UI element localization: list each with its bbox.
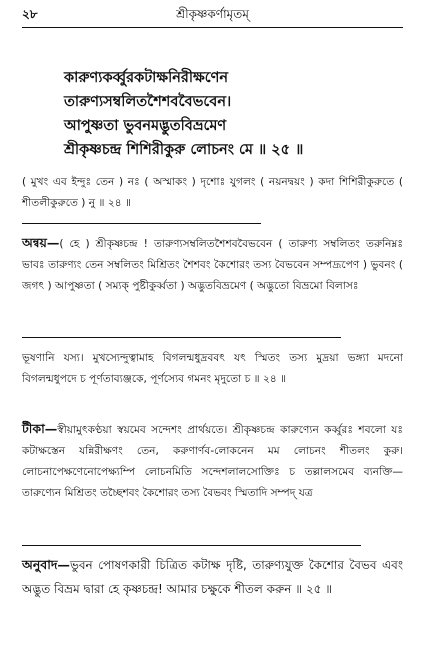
anubad-section bbox=[22, 553, 403, 601]
tika-label: টীকা— bbox=[22, 421, 58, 436]
verse-line-4: শ্রীকৃষ্ণচন্দ্র শিশিরীকুরু লোচনং মে ॥ ২৫ ॥ bbox=[64, 142, 304, 158]
page-header bbox=[22, 6, 403, 24]
verse-line-2: তারুণ্যসম্বলিতশৈশববৈভবেন। bbox=[64, 94, 232, 110]
verse-line-1: কারুণ্যকর্ব্বুরকটাক্ষনিরীক্ষণেন bbox=[64, 70, 228, 86]
header-rule bbox=[22, 27, 403, 28]
section-rule-2 bbox=[22, 337, 341, 338]
running-title: শ্রীকৃষ্ণকর্ণামৃতম্ bbox=[176, 7, 249, 21]
anvaya-section bbox=[22, 232, 403, 297]
anubad-text: ভুবন পোষণকারী চিত্রিত কটাক্ষ দৃষ্টি, তারুণ্যযুক্ত কৈশোর বৈভব এবং অদ্ভুত বিভ্রম দ্বারা হে কৃষ্ণচন্দ্র! আমার চক্ষুকে শীতল করুন ॥ ২৫ ॥ bbox=[22, 558, 403, 596]
anvaya-text: ( হে ) শ্রীকৃষ্ণচন্দ্র ! তারুণ্যসম্বলিতশৈশববৈভবেন ( তারুণ্য সম্বলিতং তরুনিম্নঃ ভাবঃ তারুণ্যং তেন সম্বলিতং মিশ্রিতং শৈশবং কৈশোরং তস্য বৈভবেন সম্পদ্রূপেণ ) ভুবনং ( জগৎ ) আপুষ্ণতা ( সম্যক্ পুষ্টীকুর্ব্বতা ) অদ্ভুতবিভ্রমেণ ( অদ্ভুতো বিভ্রমো বিলাসঃ bbox=[22, 238, 403, 292]
tika-section bbox=[22, 418, 403, 504]
continuation-section bbox=[22, 348, 403, 390]
anvaya-paragraph bbox=[22, 232, 403, 297]
tika-text: স্বীয়ামুৎকণ্ঠয়া স্বয়মেব সন্দেশং প্রার্থয়তে। শ্রীকৃষ্ণচন্দ্র কারুণ্যেন কর্ব্বুরঃ শবলো যঃ কটাক্ষস্তেন যন্নিরীক্ষণং তেন, করুণার্ণব-লোকনেন মম লোচনং শীতলং কুরু। লোচনাপেক্ষণেনোপেক্ষ্যম্পি লোচনমিতি সন্দেশলালসোক্তিঃ চ তল্লালসমেব ব্যনক্তি—তারুণ্যেন মিশ্রিতং তচ্ছৈশবং কৈশোরং তস্য বৈভবং স্মিতাদি সম্পদ্ যত্র bbox=[22, 424, 403, 499]
previous-commentary bbox=[22, 172, 403, 214]
anubad-paragraph bbox=[22, 553, 403, 601]
section-rule-1 bbox=[22, 223, 261, 224]
continuation-text: ভূষণানি যস্য। মুখস্যেন্দুত্বামাহ বিগলন্মধুদ্রববৎ যৎ স্মিতং তস্য মুদ্রয়া ভঙ্গ্যা মদনো বিগলন্মধুপদে চ পূর্ণতাব্যঞ্জকে, পূর্ণস্যেব গমনং মৃদুতো চ ॥ ২৪ ॥ bbox=[22, 352, 403, 385]
verse-line-3: আপুষ্ণতা ভুবনমদ্ভুতবিভ্রমেণ bbox=[64, 118, 227, 134]
page-number: ২৮ bbox=[22, 7, 38, 21]
section-rule-3 bbox=[22, 545, 361, 546]
anvaya-label: অন্বয়— bbox=[22, 235, 60, 250]
anubad-label: অনুবাদ— bbox=[22, 557, 70, 572]
verse-block bbox=[64, 66, 401, 162]
previous-commentary-text: ( মুখং এব ইন্দুঃ তেন ) নঃ ( অস্মাকং ) দৃশোঃ যুগলং ( নয়নদ্বয়ং ) কদা শিশিরীকুরুতে ( শীতলীকুরুতে ) নু ॥ ২৪ ॥ bbox=[22, 176, 403, 209]
tika-paragraph bbox=[22, 418, 403, 504]
